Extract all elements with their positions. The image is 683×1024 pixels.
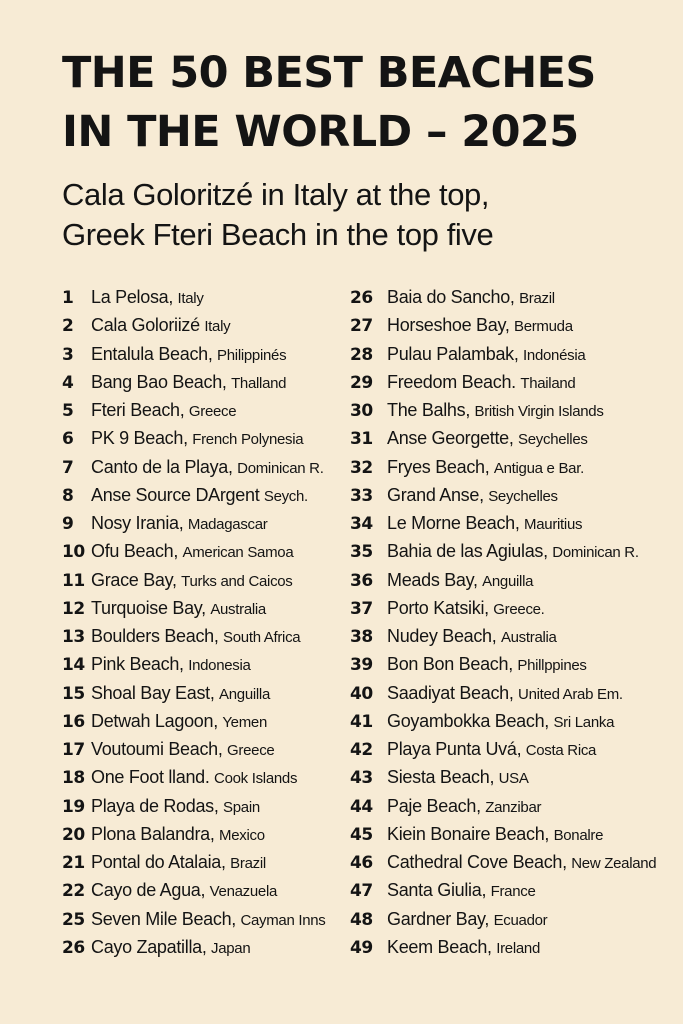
- beach-location: Greece.: [493, 600, 545, 618]
- beach-location: Costa Rica: [525, 742, 597, 759]
- beach-location: Phillppines: [517, 657, 587, 675]
- beach-location: Anguilla: [219, 685, 271, 703]
- rank-number: 46: [350, 853, 373, 873]
- ranking-row: [350, 905, 670, 933]
- subtitle-line-2: Greek Fteri Beach in the top five: [62, 217, 494, 252]
- rank-number: 16: [62, 711, 85, 732]
- ranking-row: [62, 311, 342, 339]
- beach-location: Thalland: [231, 374, 287, 392]
- rank-number: 37: [350, 598, 373, 619]
- rank-number: 15: [62, 683, 85, 704]
- rank-number: 36: [350, 570, 373, 591]
- ranking-row: [62, 735, 342, 763]
- rank-number: 6: [62, 429, 74, 450]
- ranking-row: [62, 509, 342, 537]
- beach-location: Antigua e Bar.: [493, 459, 584, 477]
- rank-number: 3: [62, 344, 74, 365]
- ranking-row: [350, 679, 670, 707]
- beach-location: Venazuela: [209, 883, 278, 901]
- beach-name: Detwah Lagoon,: [91, 710, 218, 731]
- beach-name: Siesta Beach,: [387, 767, 495, 788]
- beach-location: Anguilla: [482, 572, 534, 590]
- rank-number: 45: [350, 824, 373, 845]
- beach-name: Meads Bay,: [387, 569, 478, 590]
- beach-location: Brazil: [519, 290, 555, 307]
- beach-location: Seych.: [263, 487, 308, 505]
- rank-number: 18: [62, 768, 85, 789]
- rank-number: 25: [62, 909, 85, 930]
- rank-number: 49: [350, 937, 373, 958]
- ranking-row: [62, 340, 342, 368]
- beach-name: Ofu Beach,: [91, 541, 179, 562]
- title-line-1: THE 50 BEST BEACHES: [62, 48, 596, 98]
- ranking-list-right: [350, 283, 670, 961]
- beach-location: Mexico: [219, 826, 265, 844]
- beach-name: Boulders Beach,: [91, 626, 219, 646]
- beach-name: Grand Anse,: [387, 484, 484, 505]
- ranking-row: [62, 283, 342, 311]
- ranking-row: [62, 876, 342, 904]
- beach-name: Cayo Zapatilla,: [91, 936, 207, 957]
- rank-number: 29: [350, 372, 373, 393]
- ranking-row: [62, 905, 342, 933]
- beach-location: Italy: [204, 318, 231, 336]
- beach-location: American Samoa: [182, 544, 294, 562]
- ranking-row: [62, 707, 342, 735]
- rank-number: 43: [350, 768, 373, 789]
- ranking-row: [350, 820, 670, 848]
- ranking-row: [350, 876, 670, 904]
- title-line-2: IN THE WORLD – 2025: [62, 107, 579, 157]
- beach-location: British Virgin Islands: [474, 403, 604, 420]
- ranking-row: [62, 594, 342, 622]
- rank-number: 8: [62, 485, 74, 506]
- beach-name: Cayo de Agua,: [91, 880, 206, 901]
- rank-number: 35: [350, 542, 373, 563]
- ranking-row: [62, 650, 342, 678]
- beach-name: Bon Bon Beach,: [387, 654, 513, 675]
- beach-name: Kiein Bonaire Beach,: [387, 823, 550, 844]
- beach-name: Paje Beach,: [387, 795, 481, 816]
- rank-number: 48: [350, 909, 373, 930]
- beach-location: Ecuador: [493, 911, 548, 929]
- beach-location: Dominican R.: [552, 544, 639, 562]
- ranking-row: [350, 283, 670, 311]
- rank-number: 19: [62, 796, 85, 817]
- rank-number: 4: [62, 372, 74, 393]
- beach-name: Fteri Beach,: [91, 400, 185, 420]
- beach-location: French Polynesia: [192, 431, 304, 449]
- rank-number: 26: [62, 937, 85, 958]
- beach-name: Bang Bao Beach,: [91, 371, 227, 392]
- ranking-row: [350, 509, 670, 537]
- ranking-row: [350, 368, 670, 396]
- beach-name: Playa de Rodas,: [91, 795, 219, 816]
- beach-location: USA: [498, 770, 529, 788]
- rank-number: 9: [62, 514, 74, 534]
- beach-name: One Foot lland.: [91, 767, 210, 788]
- rank-number: 33: [350, 485, 373, 506]
- ranking-row: [350, 453, 670, 481]
- beach-location: Seychelles: [518, 431, 588, 449]
- beach-location: South Africa: [223, 629, 301, 646]
- beach-location: Cook Islands: [214, 770, 298, 788]
- beach-location: Spain: [223, 798, 260, 816]
- beach-name: Seven Mile Beach,: [91, 908, 236, 929]
- ranking-row: [62, 566, 342, 594]
- rank-number: 21: [62, 853, 85, 873]
- beach-name: Plona Balandra,: [91, 823, 215, 844]
- beach-name: Baia do Sancho,: [387, 287, 515, 307]
- beach-name: PK 9 Beach,: [91, 428, 188, 449]
- beach-name: Freedom Beach.: [387, 371, 516, 392]
- rank-number: 44: [350, 796, 373, 817]
- beach-location: Yemen: [222, 713, 268, 731]
- ranking-row: [350, 848, 670, 876]
- ranking-row: [350, 933, 670, 961]
- beach-name: Santa Giulia,: [387, 880, 487, 901]
- beach-name: The Balhs,: [387, 400, 471, 420]
- ranking-row: [62, 396, 342, 424]
- beach-name: Horseshoe Bay,: [387, 315, 510, 336]
- beach-location: Turks and Caicos: [181, 572, 293, 590]
- ranking-row: [350, 735, 670, 763]
- beach-location: Cayman Inns: [240, 911, 326, 929]
- beach-name: Saadiyat Beach,: [387, 682, 514, 703]
- ranking-row: [350, 566, 670, 594]
- rank-number: 47: [350, 881, 373, 902]
- ranking-row: [350, 622, 670, 650]
- ranking-row: [350, 537, 670, 565]
- beach-location: Dominican R.: [237, 459, 324, 477]
- beach-name: Shoal Bay East,: [91, 682, 215, 703]
- beach-location: Thailand: [520, 374, 576, 392]
- beach-name: Keem Beach,: [387, 936, 492, 957]
- beach-name: Grace Bay,: [91, 569, 177, 590]
- beach-name: Anse Source DArgent: [91, 484, 260, 505]
- beach-location: Bonalre: [553, 826, 604, 844]
- beach-name: Voutoumi Beach,: [91, 739, 223, 759]
- rank-number: 30: [350, 401, 373, 421]
- rank-number: 32: [350, 457, 373, 478]
- beach-name: Nosy Irania,: [91, 513, 184, 533]
- ranking-row: [62, 679, 342, 707]
- rank-number: 27: [350, 316, 373, 337]
- beach-location: Indonesia: [188, 657, 251, 675]
- rank-number: 5: [62, 401, 74, 421]
- beach-name: Cala Goloriizé: [91, 315, 200, 336]
- beach-location: New Zealand: [571, 855, 657, 872]
- ranking-row: [62, 537, 342, 565]
- beach-location: Greece: [188, 403, 237, 420]
- rank-number: 22: [62, 881, 85, 902]
- ranking-row: [62, 368, 342, 396]
- ranking-row: [350, 763, 670, 791]
- beach-name: La Pelosa,: [91, 287, 174, 307]
- beach-location: Japan: [211, 939, 251, 957]
- beach-location: Australia: [210, 600, 266, 618]
- beach-name: Canto de la Playa,: [91, 456, 233, 477]
- beach-location: Seychelles: [488, 487, 558, 505]
- ranking-row: [350, 650, 670, 678]
- rank-number: 1: [62, 288, 74, 308]
- beach-name: Gardner Bay,: [387, 908, 490, 929]
- beach-location: Sri Lanka: [553, 713, 615, 731]
- rank-number: 7: [62, 457, 74, 478]
- rank-number: 2: [62, 316, 74, 337]
- ranking-list-left: [62, 283, 342, 961]
- rank-number: 13: [62, 627, 85, 647]
- ranking-row: [350, 424, 670, 452]
- beach-name: Pink Beach,: [91, 654, 184, 675]
- beach-name: Turquoise Bay,: [91, 597, 206, 618]
- beach-name: Porto Katsiki,: [387, 597, 489, 618]
- rank-number: 34: [350, 514, 373, 534]
- beach-location: Zanzibar: [485, 798, 542, 816]
- beach-name: Bahia de las Agiulas,: [387, 541, 548, 562]
- beach-location: Italy: [177, 290, 204, 307]
- beach-name: Fryes Beach,: [387, 456, 490, 477]
- page-subtitle: [62, 175, 662, 255]
- beach-name: Pulau Palambak,: [387, 343, 519, 364]
- ranking-row: [350, 707, 670, 735]
- ranking-row: [62, 481, 342, 509]
- beach-name: Nudey Beach,: [387, 626, 497, 646]
- ranking-row: [350, 594, 670, 622]
- ranking-row: [62, 424, 342, 452]
- beach-location: Brazil: [230, 855, 266, 872]
- ranking-row: [62, 820, 342, 848]
- beach-location: Bermuda: [513, 318, 573, 336]
- rank-number: 38: [350, 627, 373, 647]
- beach-name: Entalula Beach,: [91, 343, 213, 364]
- ranking-row: [350, 792, 670, 820]
- rank-number: 11: [62, 570, 85, 591]
- ranking-row: [62, 792, 342, 820]
- rank-number: 10: [62, 542, 85, 563]
- beach-location: Philippinés: [217, 346, 287, 364]
- beach-location: Greece: [227, 742, 275, 759]
- ranking-row: [62, 622, 342, 650]
- ranking-row: [350, 481, 670, 509]
- ranking-row: [62, 453, 342, 481]
- subtitle-line-1: Cala Goloritzé in Italy at the top,: [62, 177, 490, 212]
- beach-location: France: [490, 883, 536, 901]
- rank-number: 12: [62, 598, 85, 619]
- rank-number: 17: [62, 740, 85, 760]
- ranking-row: [62, 763, 342, 791]
- beach-location: Australia: [500, 629, 557, 646]
- rank-number: 26: [350, 288, 373, 308]
- beach-location: United Arab Em.: [518, 685, 623, 703]
- rank-number: 39: [350, 655, 373, 676]
- rank-number: 28: [350, 344, 373, 365]
- beach-name: Goyambokka Beach,: [387, 710, 549, 731]
- beach-location: Mauritius: [524, 516, 583, 533]
- beach-name: Anse Georgette,: [387, 428, 514, 449]
- rank-number: 42: [350, 740, 373, 760]
- rank-number: 40: [350, 683, 373, 704]
- ranking-row: [350, 311, 670, 339]
- beach-location: Ireland: [496, 939, 540, 957]
- beach-name: Playa Punta Uvá,: [387, 739, 522, 759]
- ranking-row: [350, 396, 670, 424]
- beach-location: Indonésia: [523, 346, 586, 364]
- beach-name: Le Morne Beach,: [387, 513, 520, 533]
- rank-number: 41: [350, 711, 373, 732]
- rank-number: 31: [350, 429, 373, 450]
- beach-name: Cathedral Cove Beach,: [387, 852, 567, 872]
- ranking-row: [62, 933, 342, 961]
- rank-number: 14: [62, 655, 85, 676]
- ranking-row: [62, 848, 342, 876]
- page-title: [62, 44, 662, 162]
- beach-location: Madagascar: [187, 516, 268, 533]
- ranking-row: [350, 340, 670, 368]
- beach-name: Pontal do Atalaia,: [91, 852, 226, 872]
- rank-number: 20: [62, 824, 85, 845]
